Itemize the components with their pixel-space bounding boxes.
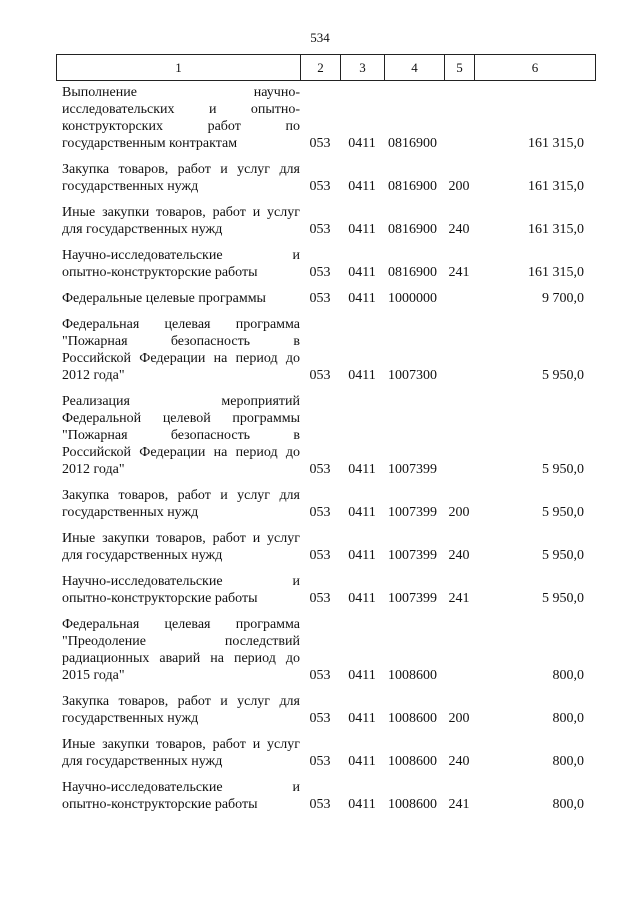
target-article-code: 0816900 bbox=[388, 179, 437, 194]
ministry-code: 053 bbox=[309, 668, 331, 683]
amount: 161 315,0 bbox=[528, 265, 584, 280]
section-code: 0411 bbox=[348, 136, 376, 151]
description-line: "Пожарная безопасность в bbox=[62, 428, 300, 443]
amount: 9 700,0 bbox=[542, 291, 584, 306]
amount: 161 315,0 bbox=[528, 179, 584, 194]
amount: 5 950,0 bbox=[542, 505, 584, 520]
header-col-1: 1 bbox=[57, 55, 301, 80]
row-description bbox=[56, 779, 300, 813]
table-row bbox=[56, 779, 596, 813]
row-description bbox=[56, 84, 300, 152]
description-line: для государственных нужд bbox=[62, 754, 223, 769]
row-description bbox=[56, 736, 300, 770]
expense-type-code: 200 bbox=[448, 505, 470, 520]
target-article-code: 1008600 bbox=[388, 797, 437, 812]
table-row bbox=[56, 161, 596, 195]
section-code: 0411 bbox=[348, 754, 376, 769]
header-col-6: 6 bbox=[531, 59, 539, 75]
description-line: Научно-исследовательские и bbox=[62, 574, 300, 589]
description-line: опытно-конструкторские работы bbox=[62, 797, 258, 812]
description-line: 2012 года" bbox=[62, 462, 125, 477]
header-col-2: 2 bbox=[301, 55, 341, 80]
description-line: Научно-исследовательские и bbox=[62, 780, 300, 795]
ministry-code: 053 bbox=[309, 797, 331, 812]
target-article-code: 0816900 bbox=[388, 265, 437, 280]
description-line: Иные закупки товаров, работ и услуг bbox=[62, 531, 300, 546]
amount: 800,0 bbox=[552, 754, 584, 769]
expense-type-code: 200 bbox=[448, 179, 470, 194]
description-line: Российской Федерации на период до bbox=[62, 351, 300, 366]
table-row bbox=[56, 290, 596, 307]
section-code: 0411 bbox=[348, 462, 376, 477]
row-description bbox=[56, 161, 300, 195]
description-line: для государственных нужд bbox=[62, 222, 223, 237]
expense-type-code: 200 bbox=[448, 711, 470, 726]
target-article-code: 1007399 bbox=[388, 548, 437, 563]
section-code: 0411 bbox=[348, 668, 376, 683]
table-row bbox=[56, 247, 596, 281]
target-article-code: 0816900 bbox=[388, 136, 437, 151]
description-line: конструкторских работ по bbox=[62, 119, 300, 134]
target-article-code: 1007300 bbox=[388, 368, 437, 383]
amount: 800,0 bbox=[552, 668, 584, 683]
amount: 5 950,0 bbox=[542, 368, 584, 383]
description-line: 2015 года" bbox=[62, 668, 125, 683]
section-code: 0411 bbox=[348, 591, 376, 606]
ministry-code: 053 bbox=[309, 222, 331, 237]
target-article-code: 0816900 bbox=[388, 222, 437, 237]
target-article-code: 1007399 bbox=[388, 462, 437, 477]
amount: 161 315,0 bbox=[528, 222, 584, 237]
ministry-code: 053 bbox=[309, 136, 331, 151]
expense-type-code: 240 bbox=[448, 548, 470, 563]
description-line: Закупка товаров, работ и услуг для bbox=[62, 488, 300, 503]
ministry-code: 053 bbox=[309, 462, 331, 477]
description-line: радиационных аварий на период до bbox=[62, 651, 300, 666]
expense-type-code: 240 bbox=[448, 754, 470, 769]
description-line: государственных нужд bbox=[62, 711, 199, 726]
amount: 800,0 bbox=[552, 797, 584, 812]
table-row bbox=[56, 487, 596, 521]
table-row bbox=[56, 530, 596, 564]
description-line: Иные закупки товаров, работ и услуг bbox=[62, 205, 300, 220]
amount: 5 950,0 bbox=[542, 591, 584, 606]
description-line: Федеральной целевой программы bbox=[62, 411, 300, 426]
page-number: 534 bbox=[310, 30, 330, 45]
row-description bbox=[56, 693, 300, 727]
ministry-code: 053 bbox=[309, 179, 331, 194]
row-description bbox=[56, 290, 300, 307]
table-row bbox=[56, 573, 596, 607]
description-line: Выполнение научно- bbox=[62, 85, 300, 100]
table-header bbox=[56, 54, 596, 81]
description-line: Реализация мероприятий bbox=[62, 394, 300, 409]
expense-type-code: 241 bbox=[448, 797, 470, 812]
section-code: 0411 bbox=[348, 711, 376, 726]
amount: 5 950,0 bbox=[542, 548, 584, 563]
description-line: опытно-конструкторские работы bbox=[62, 591, 258, 606]
row-description bbox=[56, 616, 300, 684]
description-line: 2012 года" bbox=[62, 368, 125, 383]
target-article-code: 1000000 bbox=[388, 291, 437, 306]
expense-type-code: 241 bbox=[448, 591, 470, 606]
section-code: 0411 bbox=[348, 505, 376, 520]
description-line: государственным контрактам bbox=[62, 136, 238, 151]
target-article-code: 1008600 bbox=[388, 754, 437, 769]
row-description bbox=[56, 530, 300, 564]
table-body bbox=[56, 84, 596, 822]
ministry-code: 053 bbox=[309, 291, 331, 306]
section-code: 0411 bbox=[348, 179, 376, 194]
section-code: 0411 bbox=[348, 291, 376, 306]
description-line: Федеральные целевые программы bbox=[62, 291, 266, 306]
ministry-code: 053 bbox=[309, 711, 331, 726]
table-row bbox=[56, 84, 596, 152]
description-line: для государственных нужд bbox=[62, 548, 223, 563]
description-line: исследовательских и опытно- bbox=[62, 102, 300, 117]
description-line: Закупка товаров, работ и услуг для bbox=[62, 162, 300, 177]
target-article-code: 1007399 bbox=[388, 505, 437, 520]
amount: 5 950,0 bbox=[542, 462, 584, 477]
section-code: 0411 bbox=[348, 222, 376, 237]
table-row bbox=[56, 693, 596, 727]
section-code: 0411 bbox=[348, 265, 376, 280]
table-row bbox=[56, 316, 596, 384]
ministry-code: 053 bbox=[309, 368, 331, 383]
ministry-code: 053 bbox=[309, 265, 331, 280]
target-article-code: 1008600 bbox=[388, 668, 437, 683]
description-line: Федеральная целевая программа bbox=[62, 617, 300, 632]
ministry-code: 053 bbox=[309, 591, 331, 606]
description-line: "Преодоление последствий bbox=[62, 634, 300, 649]
section-code: 0411 bbox=[348, 797, 376, 812]
description-line: государственных нужд bbox=[62, 505, 199, 520]
ministry-code: 053 bbox=[309, 754, 331, 769]
table-row bbox=[56, 204, 596, 238]
description-line: "Пожарная безопасность в bbox=[62, 334, 300, 349]
description-line: Научно-исследовательские и bbox=[62, 248, 300, 263]
ministry-code: 053 bbox=[309, 548, 331, 563]
row-description bbox=[56, 393, 300, 478]
target-article-code: 1008600 bbox=[388, 711, 437, 726]
row-description bbox=[56, 316, 300, 384]
description-line: Федеральная целевая программа bbox=[62, 317, 300, 332]
amount: 800,0 bbox=[552, 711, 584, 726]
target-article-code: 1007399 bbox=[388, 591, 437, 606]
row-description bbox=[56, 247, 300, 281]
row-description bbox=[56, 487, 300, 521]
table-row bbox=[56, 616, 596, 684]
table-row bbox=[56, 736, 596, 770]
ministry-code: 053 bbox=[309, 505, 331, 520]
row-description bbox=[56, 573, 300, 607]
section-code: 0411 bbox=[348, 368, 376, 383]
header-col-4: 4 bbox=[385, 55, 445, 80]
description-line: опытно-конструкторские работы bbox=[62, 265, 258, 280]
header-col-3: 3 bbox=[341, 55, 385, 80]
expense-type-code: 241 bbox=[448, 265, 470, 280]
row-description bbox=[56, 204, 300, 238]
amount: 161 315,0 bbox=[528, 136, 584, 151]
description-line: Закупка товаров, работ и услуг для bbox=[62, 694, 300, 709]
description-line: Иные закупки товаров, работ и услуг bbox=[62, 737, 300, 752]
expense-type-code: 240 bbox=[448, 222, 470, 237]
description-line: государственных нужд bbox=[62, 179, 199, 194]
section-code: 0411 bbox=[348, 548, 376, 563]
table-row bbox=[56, 393, 596, 478]
description-line: Российской Федерации на период до bbox=[62, 445, 300, 460]
header-col-5: 5 bbox=[445, 55, 475, 80]
